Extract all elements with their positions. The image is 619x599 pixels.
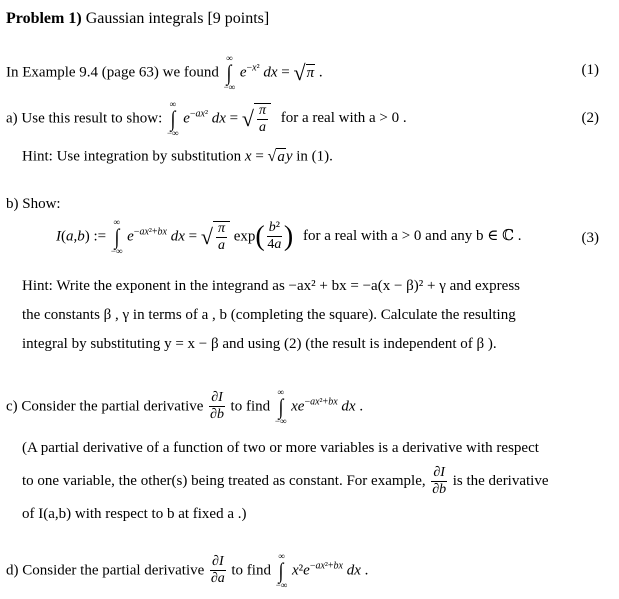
integral-sign: ∞ ∫ −∞ — [223, 53, 236, 92]
part-a-hint: Hint: Use integration by substitution x = √ a y in (1). — [22, 148, 333, 165]
part-b-hint-line3: integral by substituting y = x − β and using (2) (the result is independent of β ). — [22, 336, 497, 352]
sqrt-pi-over-a: √ $\frac{\pi}{a}$ — [242, 103, 271, 135]
part-c-note-line1: (A partial derivative of a function of two or more variables is a derivative with respect — [22, 440, 539, 456]
integral-sign: ∞ ∫ −∞ — [110, 217, 123, 256]
part-c-note-line2-text: to one variable, the other(s) being treated as constant. For example, — [22, 472, 426, 489]
problem-title-text: Gaussian integrals [9 points] — [85, 10, 270, 27]
part-c-note-line2 — [22, 466, 549, 497]
part-c-line: c) Consider the partial derivative $\frac{\partial I}{\partial b}$ to find ∞ ∫ −∞ $xe^{-ax^2+bx}$ dx . — [6, 387, 364, 426]
part-b-condition: for a real with a > 0 and any b ∈ ℂ . — [303, 228, 522, 245]
dI-da: $\frac{\partial I}{\partial a}$ — [210, 554, 225, 587]
integral-sign: ∞ ∫ −∞ — [274, 387, 287, 426]
part-d-label: d) Consider the partial derivative — [6, 562, 205, 579]
sqrt-pi: √ π — [293, 59, 315, 85]
part-a-hint-text: Hint: Use integration by substitution — [22, 148, 242, 165]
part-b-hint-line1: Hint: Write the exponent in the integrand as −ax² + bx = −a(x − β)² + γ and express — [22, 278, 521, 294]
part-d-line: d) Consider the partial derivative $\frac{\partial I}{\partial a}$ to find ∞ ∫ −∞ $x^2e^{-ax^2+bx}$ dx . — [6, 551, 369, 590]
problem-label: Problem 1) — [6, 10, 82, 27]
intro-line: In Example 9.4 (page 63) we found ∞ ∫ −∞ $e^{-x^2}$ dx = √ π . — [6, 53, 323, 92]
part-b-hint-line2: the constants β , γ in terms of a , b (completing the square). Calculate the resulting — [22, 307, 516, 323]
integral-sign: ∞ ∫ −∞ — [275, 551, 288, 590]
part-a-condition: for a real with a > 0 . — [280, 110, 407, 127]
part-a-line: a) Use this result to show: ∞ ∫ −∞ $e^{-ax^2}$ dx = √ $\frac{\pi}{a}$ for a real with a > 0 . — [6, 99, 407, 138]
intro-text: In Example 9.4 (page 63) we found — [6, 64, 219, 81]
integral-sign: ∞ ∫ −∞ — [166, 99, 179, 138]
part-b-label: b) Show: — [6, 196, 61, 212]
part-c-mid: to find — [230, 398, 271, 415]
part-c-note-line3: of I(a,b) with respect to b at fixed a .) — [22, 506, 247, 522]
dI-db: $\frac{\partial I}{\partial b}$ — [432, 465, 447, 497]
part-d-mid: to find — [231, 562, 271, 579]
part-c-note-line2-tail: is the derivative — [452, 472, 549, 489]
dI-db: $\frac{\partial I}{\partial b}$ — [210, 390, 224, 423]
part-b-equation: I(a,b) := ∞ ∫ −∞ $e^{-ax^2+bx}$ dx = √ $\frac{\pi}{a}$ exp( $\frac{\text{b²}}{4a}$ ) for a real with a > 0 and any b ∈ ℂ . — [56, 217, 522, 256]
part-a-label: a) Use this result to show: — [6, 110, 163, 127]
eq-number-1: (1) — [581, 62, 599, 78]
part-c-label: c) Consider the partial derivative — [6, 398, 204, 415]
eq-number-3: (3) — [581, 230, 599, 246]
problem-title — [6, 10, 269, 28]
eq-number-2: (2) — [581, 110, 599, 126]
part-a-hint-tail: in (1). — [296, 148, 333, 165]
